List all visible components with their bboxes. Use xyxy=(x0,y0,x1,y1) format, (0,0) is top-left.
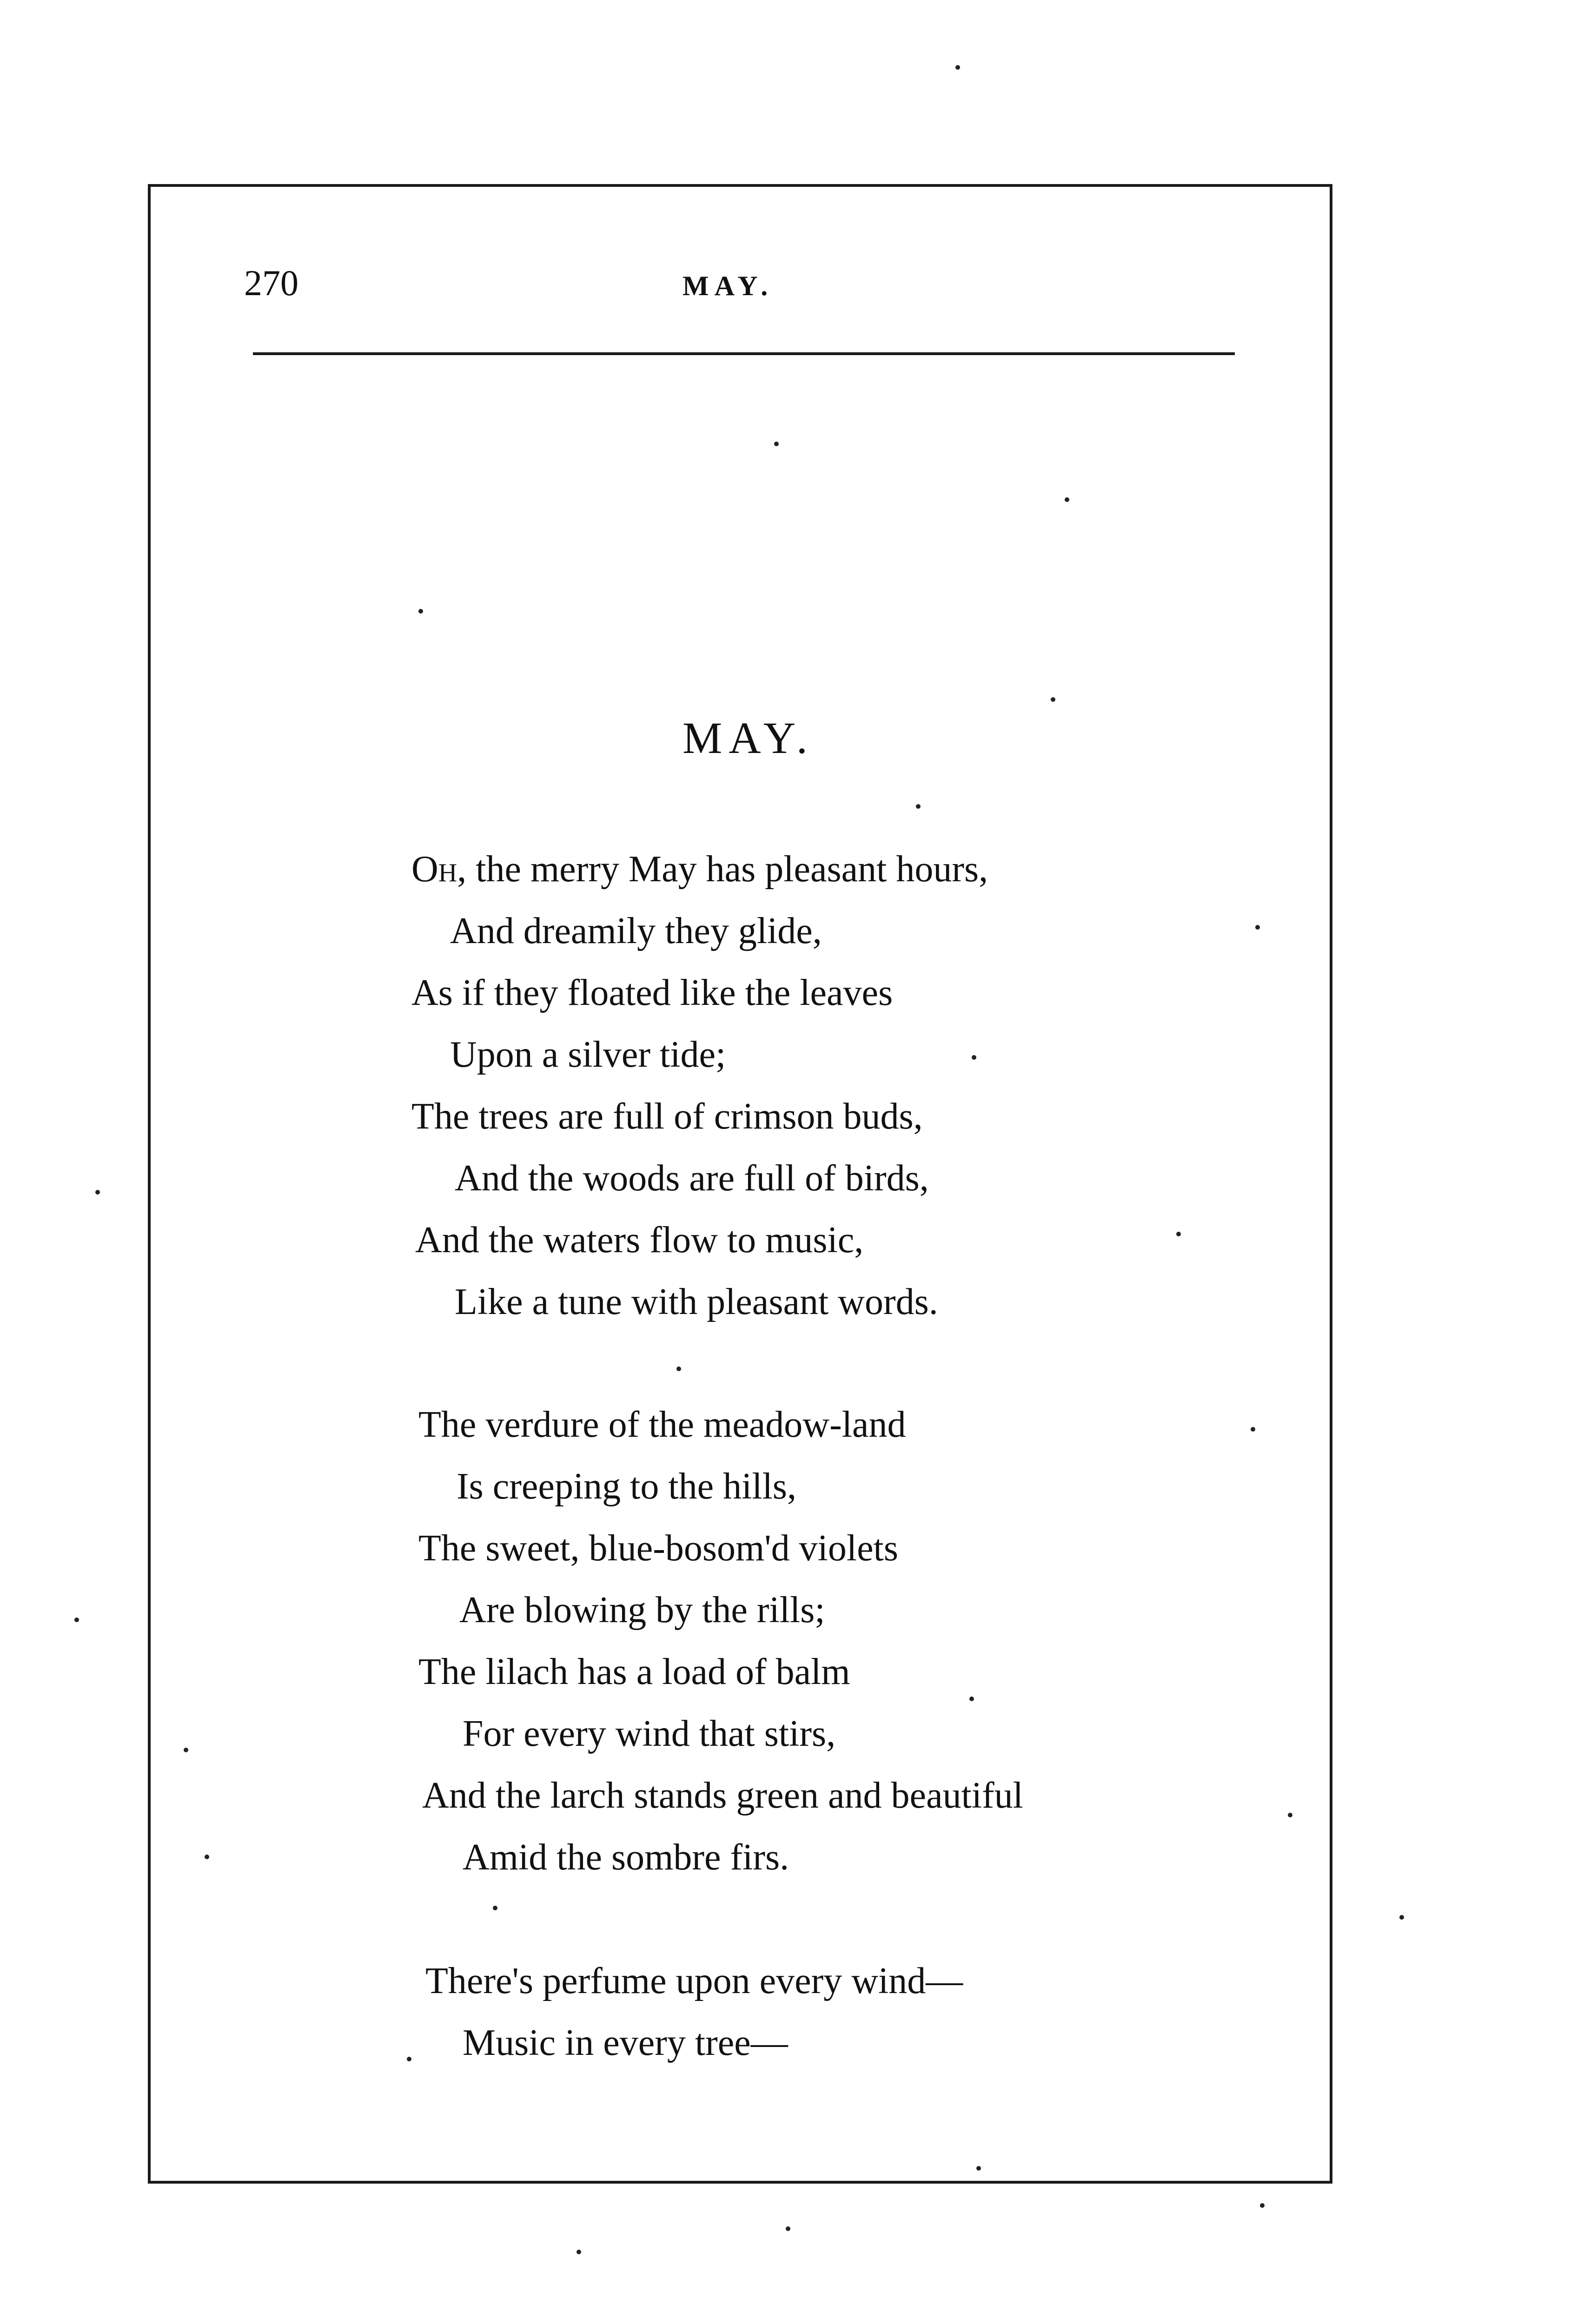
ink-speck xyxy=(1065,497,1069,502)
ink-speck xyxy=(184,1748,188,1752)
ink-speck xyxy=(1399,1915,1404,1920)
poem-line: Is creeping to the hills, xyxy=(457,1466,796,1507)
poem-line xyxy=(411,851,988,888)
ink-speck xyxy=(95,1190,100,1195)
poem-line: The verdure of the meadow-land xyxy=(418,1404,906,1445)
line-rest: , the merry May has pleasant hours, xyxy=(457,849,988,890)
ink-speck xyxy=(786,2226,790,2231)
poem-line: And dreamily they glide, xyxy=(450,911,822,951)
poem-line: As if they floated like the leaves xyxy=(411,972,893,1013)
poem-line: The lilach has a load of balm xyxy=(418,1651,850,1692)
poem-line: Upon a silver tide; xyxy=(450,1034,726,1075)
ink-speck xyxy=(774,442,779,446)
first-word: Oh xyxy=(411,849,457,890)
ink-speck xyxy=(676,1367,681,1371)
poem-line: And the larch stands green and beautiful xyxy=(422,1775,1023,1816)
ink-speck xyxy=(74,1618,79,1622)
ink-speck xyxy=(1288,1813,1292,1817)
poem-line: Music in every tree— xyxy=(463,2022,788,2063)
page-number: 270 xyxy=(244,263,298,303)
poem-line: The trees are full of crimson buds, xyxy=(411,1096,923,1137)
ink-speck xyxy=(1176,1232,1181,1236)
poem-line: There's perfume upon every wind— xyxy=(425,1961,963,2001)
poem-line: Amid the sombre firs. xyxy=(463,1837,789,1878)
ink-speck xyxy=(969,1697,974,1701)
poem-line: The sweet, blue-bosom'd violets xyxy=(418,1528,898,1569)
ink-speck xyxy=(1255,925,1260,930)
ink-speck xyxy=(205,1855,209,1859)
ink-speck xyxy=(1260,2203,1265,2208)
poem-title: MAY. xyxy=(682,713,814,763)
ink-speck xyxy=(972,1055,976,1060)
ink-speck xyxy=(418,609,423,614)
poem-line: For every wind that stirs, xyxy=(463,1713,836,1754)
ink-speck xyxy=(1251,1427,1255,1432)
ink-speck xyxy=(955,65,960,70)
ink-speck xyxy=(1051,697,1055,702)
ink-speck xyxy=(976,2166,981,2171)
ink-speck xyxy=(576,2250,581,2254)
poem-line: And the woods are full of birds, xyxy=(455,1158,929,1199)
poem-line: And the waters flow to music, xyxy=(415,1220,864,1261)
ink-speck xyxy=(493,1906,497,1910)
ink-speck xyxy=(916,804,921,809)
ink-speck xyxy=(407,2057,411,2061)
poem-line: Are blowing by the rills; xyxy=(459,1590,825,1631)
poem-line: Like a tune with pleasant words. xyxy=(455,1281,938,1322)
header-rule xyxy=(253,352,1235,355)
running-title: MAY. xyxy=(682,271,774,301)
